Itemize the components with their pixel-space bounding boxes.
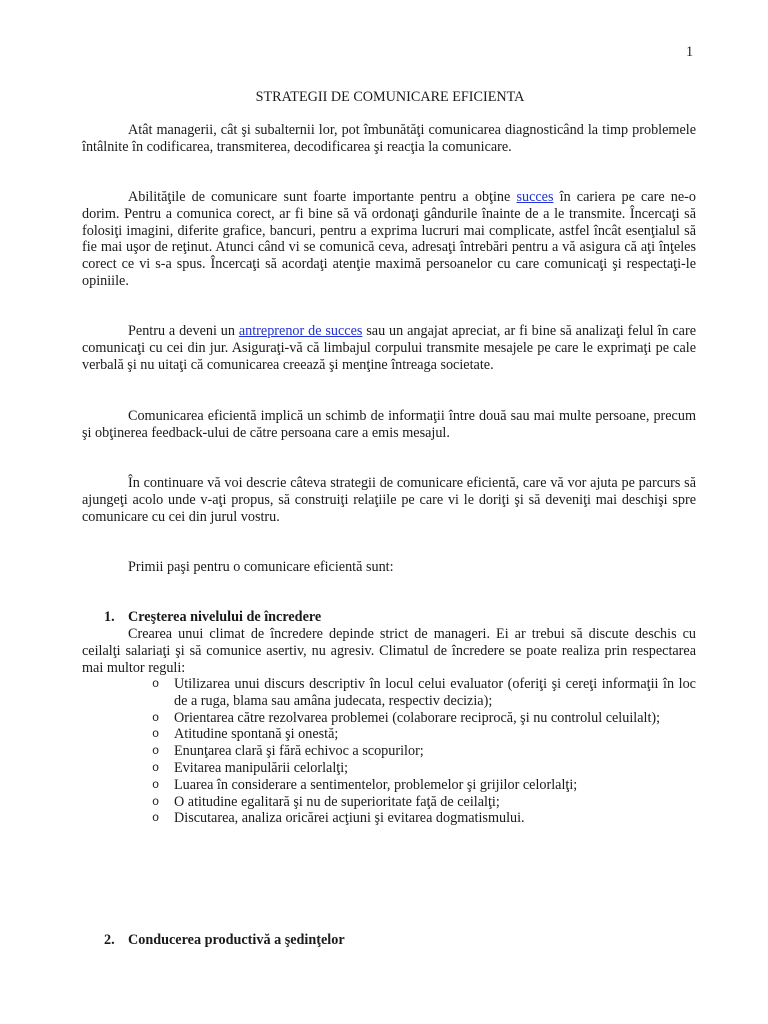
- paragraph-abilities-text-start: Abilităţile de comunicare sunt foarte importante pentru a obţine: [128, 189, 517, 205]
- list-item: [148, 710, 696, 727]
- paragraph-entrepreneur-text-start: Pentru a deveni un: [128, 323, 239, 339]
- paragraph-intro-text: Atât managerii, cât şi subalternii lor, pot îmbunătăţi comunicarea diagnosticând la timp problemele întâlnite în codificarea, transmiterea, decodificarea şi reacţia la comunicare.: [82, 122, 696, 155]
- section-2-title: Conducerea productivă a şedinţelor: [128, 932, 345, 948]
- list-item: [148, 810, 696, 827]
- list-item-text: Atitudine spontană şi onestă;: [174, 726, 339, 743]
- bullet-marker: o: [152, 677, 160, 691]
- paragraph-first-steps: [82, 559, 696, 576]
- section-1-body-text: Crearea unui climat de încredere depinde strict de manageri. Ei ar trebui să discute deschis cu ceilalţi salariaţi şi să comunice asertiv, nu agresiv. Climatul de încredere se poate realiza prin respectarea mai multor reguli:: [82, 626, 696, 676]
- list-item-text: Luarea în considerare a sentimentelor, problemelor şi grijilor celorlalţi;: [174, 776, 578, 793]
- bullet-marker: o: [152, 794, 160, 809]
- paragraph-first-steps-text: Primii paşi pentru o comunicare eficientă sunt:: [128, 559, 394, 575]
- section-1-title: Creşterea nivelului de încredere: [128, 609, 322, 625]
- section-2-heading: [104, 932, 345, 949]
- paragraph-efficient-communication-text: Comunicarea eficientă implică un schimb de informaţii între două sau mai multe persoane, precum şi obţinerea feedback-ului de către persoana care a emis mesajul.: [82, 408, 696, 441]
- page-number: 1: [686, 44, 694, 60]
- succes-link[interactable]: succes: [516, 189, 554, 205]
- antreprenor-de-succes-link[interactable]: antreprenor de succes: [238, 323, 363, 339]
- section-2-number: 2.: [104, 932, 115, 948]
- section-1-number: 1.: [104, 609, 115, 625]
- bullet-marker: o: [152, 777, 160, 792]
- paragraph-strategies: [82, 475, 696, 525]
- list-item-text: Enunţarea clară şi fără echivoc a scopurilor;: [174, 743, 424, 760]
- list-item: [148, 676, 696, 710]
- list-item-text: Utilizarea unui discurs descriptiv în locul celui evaluator (oferiţi şi cereţi informaţii în loc de a ruga, blama sau amâna judecata, respectiv decizia);: [174, 676, 696, 709]
- list-item: [148, 777, 696, 794]
- list-item: [148, 760, 696, 777]
- paragraph-entrepreneur-text-end: sau un angajat apreciat, ar fi bine să analizaţi felul în care comunicaţi cu cei din jur. Asiguraţi-vă că limbajul corpului transmite mesajele pe care le exprimaţi pe cale verbală şi nu uitaţi că comunicarea creează şi menţine întreaga societate.: [82, 323, 696, 373]
- paragraph-abilities: [82, 189, 696, 290]
- section-1-heading: [104, 609, 321, 626]
- bullet-marker: o: [152, 811, 160, 826]
- paragraph-abilities-text-end: în cariera pe care ne-o dorim. Pentru a comunica corect, ar fi bine să vă ordonaţi gândurile înainte de a le transmite. Încercaţi să folosiţi imagini, diferite grafice, bancuri, pentru a exprima lucruri mai complicate, astfel încât esenţialul să fie mai uşor de reţinut. Atunci când vi se comunică ceva, adresaţi întrebări pentru a vă asigura că aţi înţeles corect ce vi s-a spus. Încercaţi să acordaţi atenţie maximă persoanelor cu care comunicaţi şi respectaţi-le opiniile.: [82, 189, 696, 289]
- trust-rules-list: [148, 676, 696, 827]
- list-item-text: O atitudine egalitară şi nu de superioritate faţă de ceilalţi;: [174, 793, 500, 810]
- section-1-body: [82, 626, 696, 676]
- bullet-marker: o: [152, 727, 160, 742]
- bullet-marker: o: [152, 744, 160, 759]
- paragraph-entrepreneur: [82, 323, 696, 373]
- list-item-text: Discutarea, analiza oricărei acţiuni şi evitarea dogmatismului.: [174, 810, 525, 827]
- paragraph-strategies-text: În continuare vă voi descrie câteva strategii de comunicare eficientă, care vă vor ajuta pe parcurs să ajungeţi acolo unde v-aţi propus, să construiţi relaţiile pe care vi le doriţi şi să deveniţi mai deschişi spre comunicare cu cei din jurul vostru.: [82, 475, 696, 525]
- list-item: [148, 743, 696, 760]
- paragraph-efficient-communication: [82, 408, 696, 442]
- bullet-marker: o: [152, 710, 160, 725]
- list-item: [148, 726, 696, 743]
- document-title: STRATEGII DE COMUNICARE EFICIENTA: [255, 89, 525, 105]
- bullet-marker: o: [152, 760, 160, 775]
- list-item: [148, 794, 696, 811]
- paragraph-intro: [82, 122, 696, 156]
- list-item-text: Orientarea către rezolvarea problemei (colaborare reciprocă, şi nu controlul celuilalt);: [174, 709, 661, 726]
- list-item-text: Evitarea manipulării celorlalţi;: [174, 759, 349, 776]
